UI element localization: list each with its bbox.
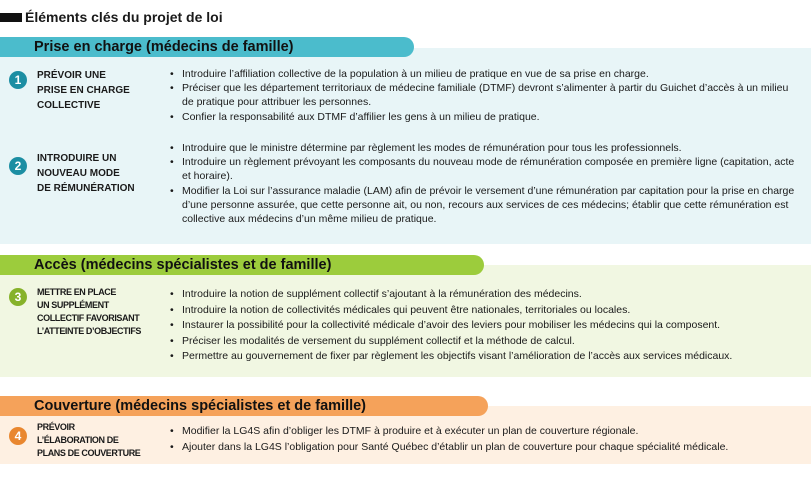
item-label-nouveau-mode-remuneration	[37, 151, 135, 196]
section-banner-label: Prise en charge (médecins de famille)	[34, 39, 294, 55]
item-label-plans-de-couverture	[37, 421, 140, 460]
bullet-item: • Préciser les modalités de versement du supplément collectif et la méthode de calcul.	[170, 334, 795, 350]
item-label-line: NOUVEAU MODE	[37, 168, 120, 179]
item-number-badge: 2	[9, 157, 27, 175]
bullet-item: • Introduire la notion de collectivités médicales qui peuvent être nationales, territoriales ou locales.	[170, 303, 795, 319]
bullet-item: • Introduire la notion de supplément collectif s’ajoutant à la rémunération des médecins.	[170, 287, 795, 303]
bullet-item: • Ajouter dans la LG4S l’obligation pour Santé Québec d’établir un plan de couverture pour chaque spécialité médicale.	[170, 440, 795, 456]
item-label-line: METTRE EN PLACE	[37, 287, 117, 297]
item-label-line: COLLECTIVE	[37, 100, 101, 111]
bullet-list	[170, 141, 795, 226]
item-number-badge: 3	[9, 288, 27, 306]
section-banner-label: Accès (médecins spécialistes et de famille)	[34, 257, 332, 273]
item-number-badge: 4	[9, 427, 27, 445]
bullet-item: • Introduire l’affiliation collective de la population à un milieu de pratique en vue de sa prise en charge.	[170, 67, 795, 81]
bullet-item: • Modifier la LG4S afin d’obliger les DTMF à produire et à exécuter un plan de couverture régionale.	[170, 424, 795, 440]
section-couverture-banner	[0, 396, 488, 416]
bullet-list	[170, 67, 795, 124]
bullet-list	[170, 287, 795, 365]
item-label-line: L’ÉLABORATION DE	[37, 435, 119, 445]
bullet-item: • Instaurer la possibilité pour la collectivité médicale d’avoir des leviers pour mobiliser les médecins qui la composent.	[170, 318, 795, 334]
item-label-prevoir-prise-en-charge	[37, 68, 130, 113]
bullet-item: • Préciser que les département territoriaux de médecine familiale (DTMF) devront s’alimenter à partir du Guichet d’accès à un milieu de pratique pour attribuer les personnes.	[170, 81, 795, 109]
bullet-list	[170, 424, 795, 455]
title-marker	[0, 13, 22, 22]
bullet-item: • Introduire que le ministre détermine par règlement les modes de rémunération pour tous les professionnels.	[170, 141, 795, 155]
bullet-item: • Modifier la Loi sur l’assurance maladie (LAM) afin de prévoir le versement d’une rémunération par capitation pour la prise en charge d’une personne assurée, que cette personne ait, ou non, recours aux services de ces médecins; établir que cette rémunération est collective aux médecins d’un même milieu de pratique.	[170, 184, 795, 227]
item-label-line: UN SUPPLÉMENT	[37, 300, 109, 310]
document-title-text: Éléments clés du projet de loi	[25, 9, 223, 25]
bullet-item: • Permettre au gouvernement de fixer par règlement les objectifs visant l’amélioration de l’accès aux services médicaux.	[170, 349, 795, 365]
item-label-line: PLANS DE COUVERTURE	[37, 448, 141, 458]
item-label-line: DE RÉMUNÉRATION	[37, 183, 135, 194]
item-label-line: COLLECTIF FAVORISANT	[37, 313, 140, 323]
section-prise-en-charge-banner	[0, 37, 414, 57]
item-label-supplement-collectif	[37, 286, 141, 338]
item-label-line: INTRODUIRE UN	[37, 153, 117, 164]
item-label-line: PRÉVOIR UNE	[37, 70, 106, 81]
bullet-item: • Introduire un règlement prévoyant les composants du nouveau mode de rémunération composée en première ligne (capitation, acte et horaire).	[170, 155, 795, 183]
item-label-line: PRÉVOIR	[37, 422, 75, 432]
item-label-line: L’ATTEINTE D’OBJECTIFS	[37, 326, 142, 336]
item-label-line: PRISE EN CHARGE	[37, 85, 130, 96]
bullet-item: • Confier la responsabilité aux DTMF d’affilier les gens à un milieu de pratique.	[170, 110, 795, 124]
document-title	[0, 8, 223, 26]
section-acces-banner	[0, 255, 484, 275]
item-number-badge: 1	[9, 71, 27, 89]
section-banner-label: Couverture (médecins spécialistes et de famille)	[34, 398, 367, 414]
